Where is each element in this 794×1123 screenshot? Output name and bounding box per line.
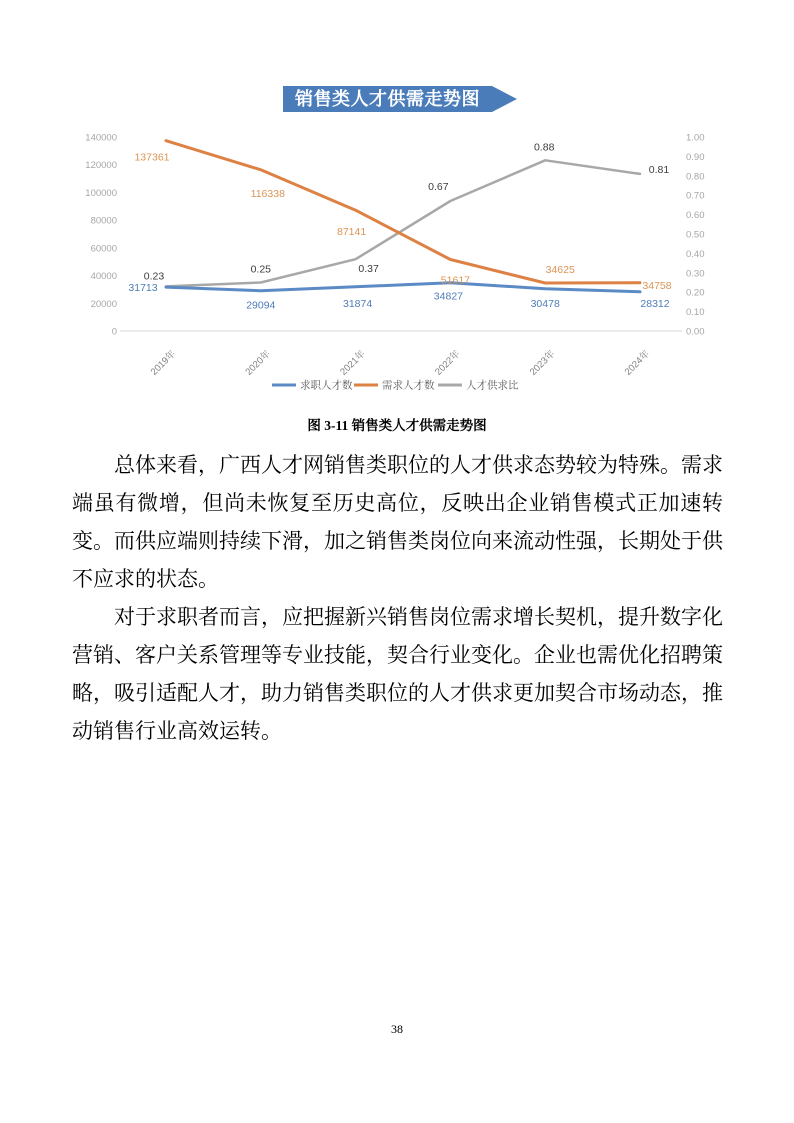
right-axis-tick-labels <box>686 133 705 338</box>
svg-text:1.00: 1.00 <box>686 132 705 144</box>
svg-text:0.60: 0.60 <box>686 210 705 222</box>
svg-text:34827: 34827 <box>433 290 464 303</box>
svg-text:51617: 51617 <box>440 274 471 287</box>
svg-text:0.70: 0.70 <box>686 190 705 202</box>
svg-text:2023年: 2023年 <box>527 348 558 378</box>
svg-text:0.40: 0.40 <box>686 248 705 260</box>
chart-legend <box>272 379 519 392</box>
svg-text:0.00: 0.00 <box>686 326 705 338</box>
svg-text:31874: 31874 <box>342 297 373 310</box>
svg-text:40000: 40000 <box>90 271 117 283</box>
svg-text:0.30: 0.30 <box>686 268 705 280</box>
svg-text:0.20: 0.20 <box>686 287 705 299</box>
svg-text:0.67: 0.67 <box>428 181 449 194</box>
body-text <box>72 446 723 750</box>
series-data-labels-需求人才数 <box>134 152 671 292</box>
svg-text:0: 0 <box>111 326 117 338</box>
svg-text:0.25: 0.25 <box>250 263 272 276</box>
svg-text:0.90: 0.90 <box>686 151 705 163</box>
svg-text:0.80: 0.80 <box>686 171 705 183</box>
svg-text:137361: 137361 <box>134 151 170 164</box>
chart-title-banner <box>283 86 517 112</box>
page-number: 38 <box>391 1022 403 1036</box>
svg-text:100000: 100000 <box>85 187 117 199</box>
series-data-labels-人才供求比 <box>144 141 670 282</box>
series-line-需求人才数 <box>166 141 640 283</box>
svg-text:20000: 20000 <box>90 298 117 310</box>
svg-text:120000: 120000 <box>85 160 117 172</box>
svg-text:31713: 31713 <box>128 282 158 295</box>
svg-text:80000: 80000 <box>90 215 117 227</box>
left-axis-tick-labels <box>85 133 117 338</box>
svg-text:116338: 116338 <box>250 187 285 200</box>
x-axis-category-labels <box>148 347 653 378</box>
svg-text:2021年: 2021年 <box>338 348 368 378</box>
svg-text:60000: 60000 <box>90 243 117 255</box>
svg-text:人才供求比: 人才供求比 <box>466 379 519 392</box>
svg-text:0.88: 0.88 <box>533 141 555 154</box>
svg-text:2022年: 2022年 <box>433 348 463 378</box>
svg-text:29094: 29094 <box>246 299 276 312</box>
figure-caption: 图 3-11 销售类人才供需走势图 <box>307 418 487 433</box>
svg-text:28312: 28312 <box>640 297 670 310</box>
supply-demand-line-chart <box>0 118 794 412</box>
paragraph-1: 总体来看，广西人才网销售类职位的人才供求态势较为特殊。需求端虽有微增，但尚未恢复至历史高位，反映出企业销售模式正加速转变。而供应端则持续下滑，加之销售类岗位向来流动性强，长期处于供不应求的状态。 <box>72 453 723 591</box>
svg-text:0.10: 0.10 <box>686 307 705 319</box>
svg-text:2020年: 2020年 <box>243 348 273 378</box>
svg-text:2024年: 2024年 <box>622 348 653 378</box>
svg-text:140000: 140000 <box>85 132 117 144</box>
chart-title-text: 销售类人才供需走势图 <box>283 86 492 112</box>
svg-text:需求人才数: 需求人才数 <box>382 379 435 392</box>
svg-text:34758: 34758 <box>642 279 672 292</box>
svg-text:0.37: 0.37 <box>358 263 379 276</box>
svg-text:2019年: 2019年 <box>148 348 179 378</box>
svg-text:87141: 87141 <box>336 226 367 239</box>
svg-text:34625: 34625 <box>545 264 575 277</box>
banner-arrow-icon <box>492 86 517 112</box>
svg-text:0.50: 0.50 <box>686 229 705 241</box>
svg-text:0.23: 0.23 <box>143 270 165 283</box>
svg-text:0.81: 0.81 <box>648 163 670 176</box>
paragraph-2: 对于求职者而言，应把握新兴销售岗位需求增长契机，提升数字化营销、客户关系管理等专业技能，契合行业变化。企业也需优化招聘策略，吸引适配人才，助力销售类职位的人才供求更加契合市场动态，推动销售行业高效运转。 <box>72 605 723 743</box>
svg-text:求职人才数: 求职人才数 <box>300 379 353 392</box>
svg-text:30478: 30478 <box>530 297 560 310</box>
